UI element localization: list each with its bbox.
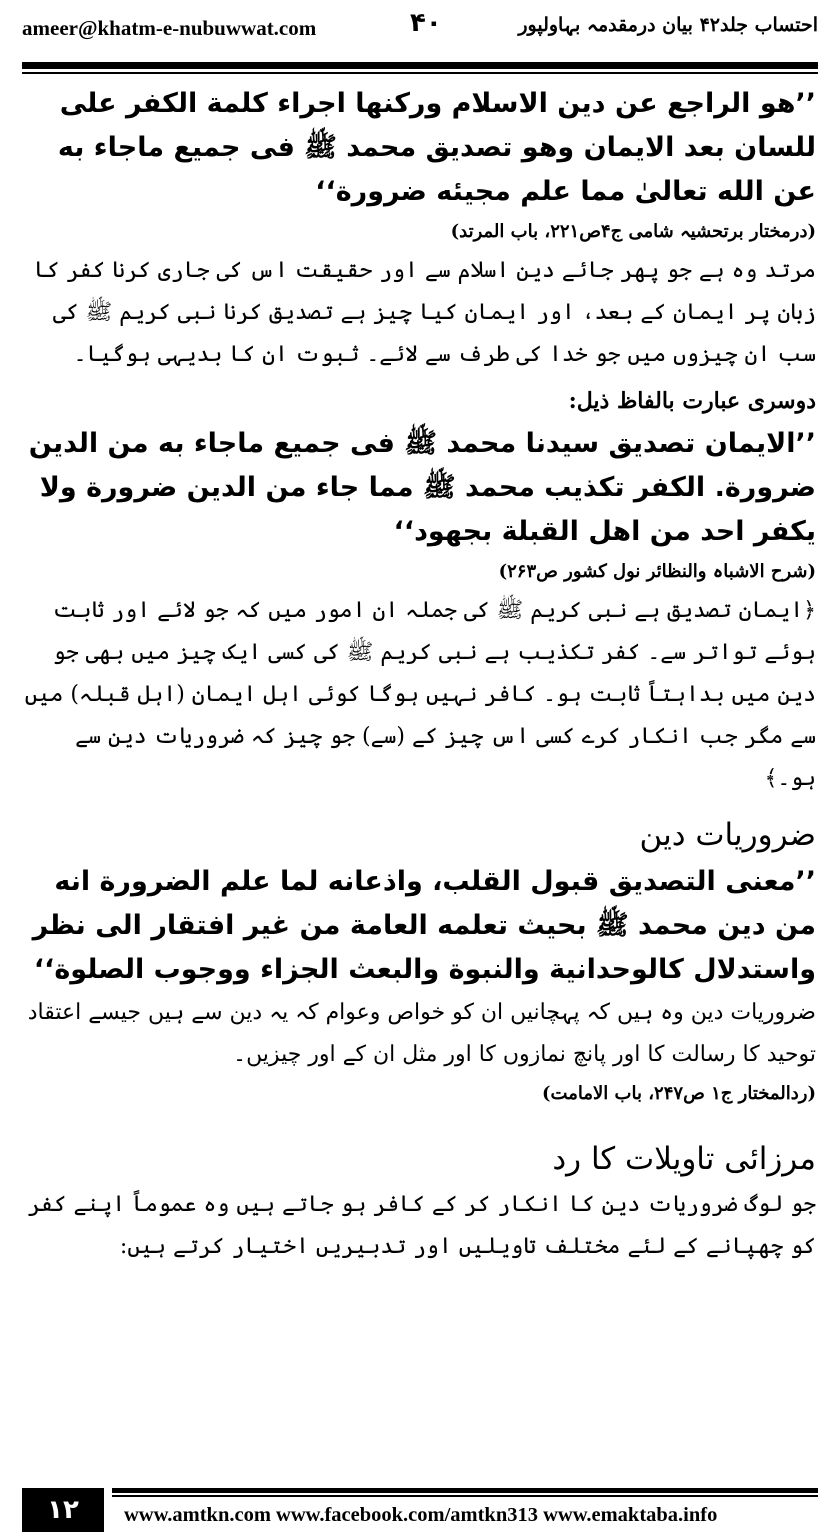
footer-thin-rule — [112, 1495, 818, 1497]
header-email: ameer@khatm-e-nubuwwat.com — [22, 16, 317, 40]
header-page-number: ۴۰ — [410, 8, 442, 38]
page-header — [22, 4, 818, 54]
header-title: احتساب جلد۴۲ بیان درمقدمہ بہاولپور — [518, 14, 818, 36]
urdu-paragraph-2-intro: دوسری عبارت بالفاظ ذیل: — [568, 388, 816, 414]
quote-1-reference: (درمختار برتحشیہ شامی ج۴ص۲۲۱، باب المرتد) — [450, 221, 816, 242]
urdu-paragraph-5: جو لوگ ضروریات دین کا انکار کر کے کافر ہو جاتے ہیں وہ عموماً اپنے کفر کو چھپانے کے لئے مختلف تاویلیں اور تدبیریں اختیار کرتے ہیں: — [27, 1192, 816, 1259]
arabic-quote-1: ’’هو الراجع عن دين الاسلام وركنها اجراء كلمة الكفر على للسان بعد الايمان وهو تصديق محمد ﷺ فى جميع ماجاء به عن الله تعالىٰ مما علم مجيئه ضرورة‘‘ — [57, 88, 816, 207]
header-thin-rule — [22, 72, 818, 74]
urdu-paragraph-4: ضروریات دین وہ ہیں کہ پہچانیں ان کو خواص وعوام کہ یہ دین سے ہیں جیسے اعتقاد توحید کا رسالت کا اور پانچ نمازوں کا اور مثل ان کے اور چیزیں۔ — [27, 1000, 816, 1067]
footer-page-number: ۱۲ — [22, 1488, 104, 1532]
footer-website-links: www.amtkn.com www.facebook.com/amtkn313 www.emaktaba.info — [124, 1504, 718, 1526]
urdu-paragraph-3: ﴿ایمان تصدیق ہے نبی کریم ﷺ کی جملہ ان امور میں کہ جو لائے اور ثابت ہوئے تواتر سے۔ کفر تکذیب ہے نبی کریم ﷺ کی کسی ایک چیز میں بھی جو دین میں بداہتاً ثابت ہو۔ کافر نہیں ہوگا کوئی اہل ایمان (اہل قبلہ) میں سے مگر جب انکار کرے کسی اس چیز کے (سے) جو چیز کہ ضروریات دین سے ہو۔﴾ — [24, 598, 816, 791]
paragraph-4-reference: (ردالمختار ج۱ ص۲۴۷، باب الامامت) — [542, 1083, 816, 1104]
section-heading-mirzai-taweelat: مرزائی تاویلات کا رد — [552, 1141, 816, 1177]
urdu-paragraph-1: مرتد وہ ہے جو پھر جائے دین اسلام سے اور حقیقت اس کی جاری کرنا کفر کا زبان پر ایمان کے بعد، اور ایمان کیا چیز ہے تصدیق کرنا نبی کریم ﷺ کی سب ان چیزوں میں جو خدا کی طرف سے لائے۔ ثبوت ان کا بدیہی ہوگیا۔ — [33, 258, 816, 367]
section-heading-zaruriyat-e-deen: ضروریات دین — [639, 817, 816, 853]
page-footer — [22, 1488, 818, 1532]
arabic-quote-3: ’’معنى التصديق قبول القلب، واذعانه لما علم الضرورة انه من دين محمد ﷺ بحيث تعلمه العامة من غير افتقار الى نظر واستدلال كالوحدانية والنبوة والبعث الجزاء ووجوب الصلوة‘‘ — [32, 866, 816, 985]
page-body — [24, 82, 816, 1268]
header-thick-rule — [22, 62, 818, 69]
quote-2-reference: (شرح الاشباہ والنظائر نول کشور ص۲۶۳) — [498, 561, 816, 582]
footer-thick-rule — [112, 1488, 818, 1493]
arabic-quote-2: ’’الايمان تصديق سيدنا محمد ﷺ فى جميع ماجاء به من الدين ضرورة. الكفر تكذيب محمد ﷺ مما جاء من الدين ضرورة ولا يكفر احد من اهل القبلة بجهود‘‘ — [28, 428, 816, 547]
